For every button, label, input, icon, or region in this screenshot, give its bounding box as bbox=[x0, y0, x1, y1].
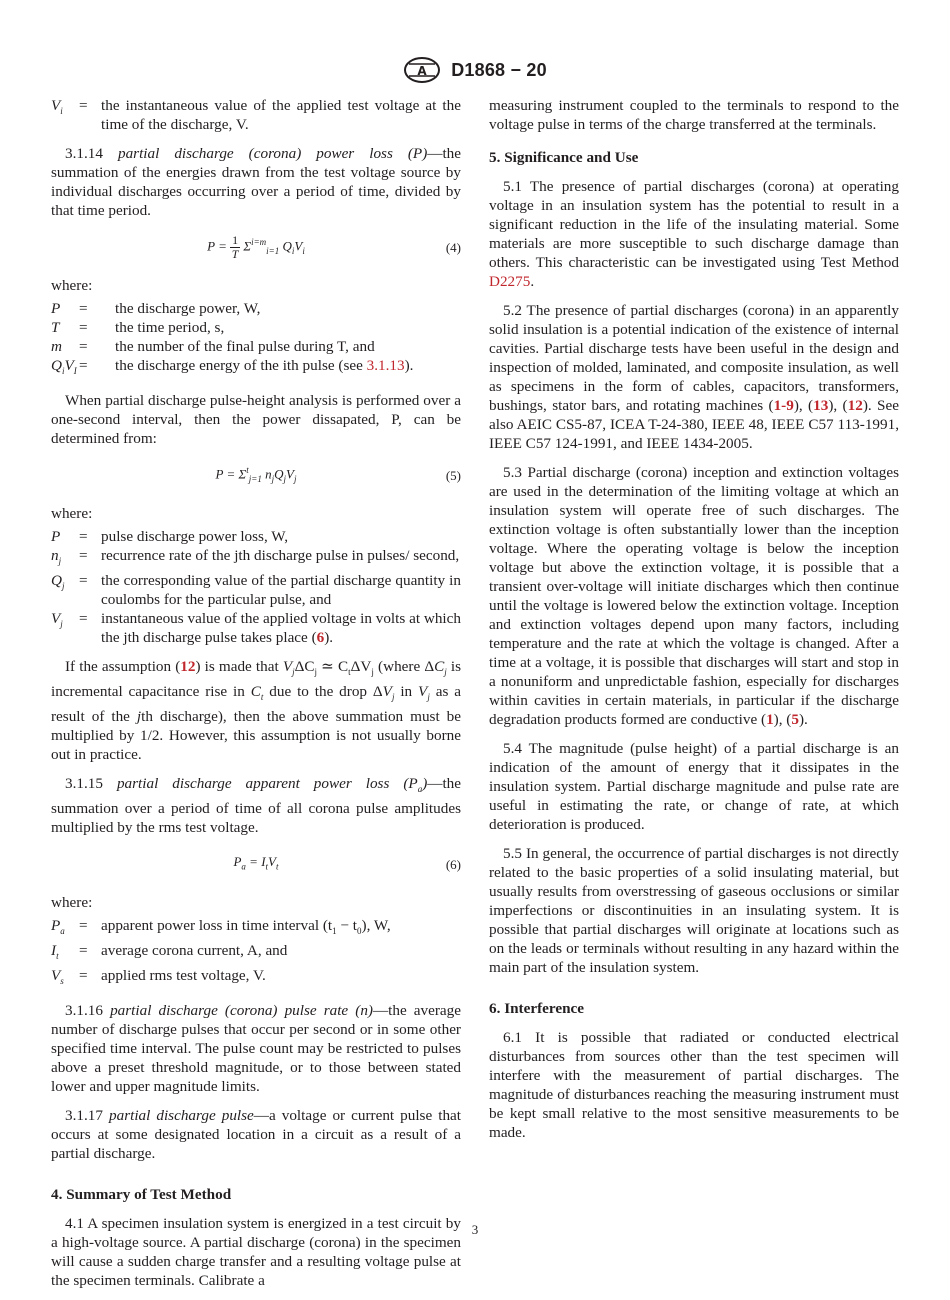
right-column bbox=[489, 96, 899, 1152]
section-4-heading: 4. Summary of Test Method bbox=[51, 1186, 232, 1204]
ref-link-1[interactable]: 1 bbox=[766, 711, 774, 728]
equation-5: $P = \Sigma^t_{j=1}$ $n_jQ_jV_j$ (5) bbox=[215, 465, 461, 484]
ref-link-5[interactable]: 5 bbox=[791, 711, 799, 728]
left-column bbox=[51, 96, 461, 1300]
ref-link-3-1-13[interactable]: 3.1.13 bbox=[366, 357, 405, 374]
page-header bbox=[0, 56, 950, 84]
definition-qj: $Q_j$ = the corresponding value of the partial discharge quantity in coulombs for the particular pulse, and bbox=[51, 572, 461, 609]
ref-link-6[interactable]: 6 bbox=[316, 629, 325, 647]
section-3-1-15: 3.1.15 partial discharge apparent power loss $(P_a)—the$ summation over a period of time of all corona pulse amplitudes multiplied by the rms test voltage. bbox=[51, 775, 461, 837]
paragraph-5-1: 5.1 The presence of partial discharges (corona) at operating voltage in an insulation system has the potential to result in a significant reduction in the life of the insulating material. Some materials are more susceptible to such discharge damage than others. This characteristic can be investigated using Test Method D2275. bbox=[489, 178, 899, 290]
paragraph-5-2: 5.2 The presence of partial discharges (corona) in an apparently solid insulation is a potential indication of the existence of internal cavities. Partial discharge tests have been useful in the design and inspection of molded, laminated, and composite insulation, as well as specimens in the form of cables, capacitors, transformers, bushings, stator bars, and rotating machines (1-9), (13), (12). See also AEIC CS5-87, ICEA T-24-380, IEEE 48, IEEE C57 113-1991, IEEE C57 124-1991, and IEEE 1434-2005. bbox=[489, 302, 899, 452]
astm-logo-icon bbox=[403, 56, 441, 84]
where-label: where: bbox=[51, 505, 93, 523]
definition-it: $I_t$ = average corona current, A, and bbox=[51, 942, 288, 962]
paragraph-6-1: 6.1 It is possible that radiated or conducted electrical disturbances from sources other than the test specimen will interfere with the measurement of partial discharges. The magnitude of disturbances reaching the measuring instrument must be kept small relative to the most sensitive measurements to be made. bbox=[489, 1029, 899, 1141]
section-6-heading: 6. Interference bbox=[489, 1000, 585, 1017]
definition-t: T = the time period, s, bbox=[51, 319, 225, 336]
paragraph-assumption: If the assumption (12) is made that $V_j\Delta C_j$ ≃ $C_t\Delta V_j$ (where $\Delta C_j$ is incremental capacitance rise in $C_t$ due to the drop $\Delta V_j$ in $V_j$ as a result of the jth discharge), then the above summation must be multiplied by 1/2. However, this assumption is not usually borne out in practice. bbox=[51, 658, 461, 764]
equation-6: $P_a = I_tV_t$ (6) bbox=[233, 853, 461, 872]
where-label: where: bbox=[51, 894, 93, 912]
svg-text:A: A bbox=[417, 64, 427, 78]
ref-link-12[interactable]: 12 bbox=[180, 658, 196, 676]
section-3-1-17: 3.1.17 partial discharge pulse—a voltage or current pulse that occurs at some designated location in a circuit as a result of a partial discharge. bbox=[51, 1107, 461, 1163]
equation-4: P = $\frac{1}{T}$ $\Sigma^{i=m}_{i=1}$ $Q_iV_i$ (4) bbox=[207, 232, 461, 261]
section-5-heading: 5. Significance and Use bbox=[489, 149, 639, 166]
ref-link-13[interactable]: 13 bbox=[813, 397, 829, 414]
where-label: where: bbox=[51, 277, 93, 294]
definition-p: P = the discharge power, W, bbox=[51, 300, 261, 317]
ref-link-12[interactable]: 12 bbox=[847, 397, 863, 414]
paragraph-5-4: 5.4 The magnitude (pulse height) of a partial discharge is an indication of the amount of energy that it dissipates in the insulation system. Partial discharge magnitude and pulse rate are useful in estimating the rate, or change of rate, at which deterioration is produced. bbox=[489, 740, 899, 833]
ref-link-d2275[interactable]: D2275 bbox=[489, 273, 531, 290]
definition-vi: $V_i$ = the instantaneous value of the applied test voltage at the time of the discharge, V. bbox=[51, 97, 461, 133]
document-id: D1868 − 20 bbox=[451, 59, 547, 80]
definition-p2: P = pulse discharge power loss, W, bbox=[51, 528, 289, 546]
definition-nj: $n_j$ = recurrence rate of the jth discharge pulse in pulses/ second, bbox=[51, 547, 460, 567]
definition-pa: $P_a$ = apparent power loss in time interval $(t_1 - t_0)$, W, bbox=[51, 917, 391, 937]
definition-vs: $V_s$ = applied rms test voltage, V. bbox=[51, 967, 266, 987]
section-3-1-14: 3.1.14 partial discharge (corona) power loss (P)—the summation of the energies drawn from the test voltage source by individual discharges occurring over a period of time, divided by that time period. bbox=[51, 145, 462, 219]
section-3-1-16: 3.1.16 partial discharge (corona) pulse rate (n)—the average number of discharge pulses that occur per second or in some other specified time interval. The pulse count may be restricted to pulses above a preset threshold magnitude, or to those between stated lower and upper magnitude limits. bbox=[51, 1002, 462, 1096]
definition-m: m = the number of the final pulse during T, and bbox=[51, 338, 375, 355]
paragraph-4-1: 4.1 A specimen insulation system is energized in a test circuit by a high-voltage source. A partial discharge (corona) in the specimen will cause a sudden charge transfer and a resulting voltage pulse at the specimen terminals. Calibrate a bbox=[51, 1215, 461, 1290]
page-number: 3 bbox=[471, 1222, 479, 1237]
ref-link-1-9[interactable]: 1-9 bbox=[773, 397, 794, 414]
definition-qv: $Q_iV_I$ = the discharge energy of the ith pulse (see 3.1.13). bbox=[51, 357, 414, 377]
paragraph-4-1-continued: measuring instrument coupled to the terminals to respond to the voltage pulse in terms of the charge transferred at the terminals. bbox=[489, 97, 899, 133]
paragraph-5-5: 5.5 In general, the occurrence of partial discharges is not directly related to the basic properties of a solid insulating material, but usually results from overstressing of gaseous occlusions or similar imperfections or discontinuities in an insulating system. It is possible that partial discharges will originate at locations such as on the leads or terminals without resulting in any hazard within the main part of the insulation system. bbox=[489, 845, 899, 976]
paragraph-5-3: 5.3 Partial discharge (corona) inception and extinction voltages are used in the determination of the limiting voltage at which an insulation system will operate free of such discharges. The extinction voltage is often substantially lower than the inception voltage. Where the operating voltage is below the inception voltage but above the extinction voltage, it is possible that a transient over-voltage will initiate discharges which then continue until the voltage is lowered below the extinction voltage. Inception and extinction voltages depend upon many factors, including temperature and the rate at which the voltage is changed. After a time at a voltage, it is possible that discharges will start and stop in a nonuniform and unpredictable fashion, especially for discharges within cavities in certain materials, in particular if the discharge degradation products formed are conductive (1), (5). bbox=[489, 464, 899, 728]
paragraph-when: When partial discharge pulse-height analysis is performed over a one-second interval, then the power dissapated, P, can be determined from: bbox=[51, 392, 461, 448]
definition-vj: $V_j$ = instantaneous value of the applied voltage in volts at which the jth discharge pulse takes place (6). bbox=[51, 610, 461, 647]
